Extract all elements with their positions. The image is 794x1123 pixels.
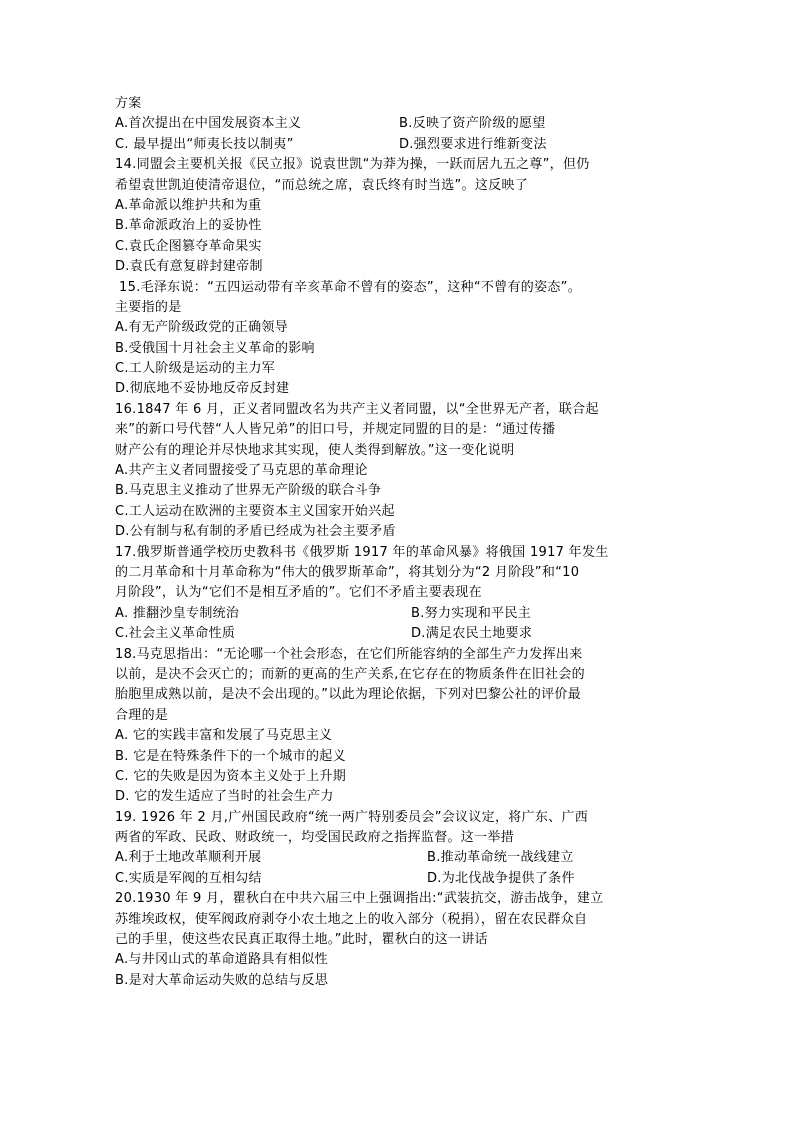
- option-d: D. 它的发生适应了当时的社会生产力: [115, 789, 334, 805]
- option-a: A. 推翻沙皇专制统治: [115, 605, 240, 621]
- option-d: D.袁氏有意复辟封建帝制: [115, 259, 263, 275]
- option-a: A.革命派以维护共和为重: [115, 197, 262, 213]
- options-row: [115, 114, 685, 134]
- option-a: A.有无产阶级政党的正确领导: [115, 320, 288, 336]
- question-14-stem: 14.同盟会主要机关报《民立报》说袁世凯“为莽为操，一跃而居九五之尊”，但仍: [115, 157, 590, 173]
- option-c: C.实质是军阀的互相勾结: [115, 870, 262, 886]
- question-15-stem: 主要指的是: [115, 299, 182, 315]
- option-b: B.马克思主义推动了世界无产阶级的联合斗争: [115, 483, 382, 499]
- option-b: B.努力实现和平民主: [411, 605, 532, 621]
- option-d: D.为北伐战争提供了条件: [427, 870, 575, 886]
- options-row: [115, 869, 685, 889]
- option-c: C.社会主义革命性质: [115, 626, 236, 642]
- question-18-stem: 18.马克思指出：“无论哪一个社会形态，在它们所能容纳的全部生产力发挥出来: [115, 646, 583, 662]
- option-d: D.满足农民土地要求: [411, 626, 533, 642]
- question-17-stem: 月阶段”，认为“它们不是相互矛盾的”。它们不矛盾主要表现在: [115, 585, 482, 601]
- question-17-stem: 17.俄罗斯普通学校历史教科书《俄罗斯 1917 年的革命风暴》将俄国 1917 年发生: [115, 544, 609, 560]
- question-20-stem: 20.1930 年 9 月，瞿秋白在中共六届三中上强调指出:“武装抗交，游击战争，建立: [115, 891, 604, 907]
- option-a: A.共产主义者同盟接受了马克思的革命理论: [115, 463, 368, 479]
- question-20-stem: 苏维埃政权，使军阀政府剥夺小农土地之上的收入部分（税捐），留在农民群众自: [115, 911, 588, 927]
- option-a: A.首次提出在中国发展资本主义: [115, 116, 302, 132]
- option-a: A.利于土地改革顺利开展: [115, 850, 262, 866]
- exam-page: [115, 94, 685, 991]
- options-row: [115, 848, 685, 868]
- question-19-stem: 19. 1926 年 2 月,广州国民政府“统一两广特别委员会”会议议定，将广东、广西: [115, 809, 589, 825]
- option-d: D.公有制与私有制的矛盾已经成为社会主要矛盾: [115, 524, 396, 540]
- question-17-stem: 的二月革命和十月革命称为“伟大的俄罗斯革命”，将其划分为“2 月阶段”和“10: [115, 564, 580, 580]
- options-row: [115, 624, 685, 644]
- question-16-stem: 来”的新口号代替“人人皆兄弟”的旧口号，并规定同盟的目的是：“通过传播: [115, 422, 556, 438]
- question-14-stem: 希望袁世凯迫使清帝退位，“而总统之席，袁氏终有时当选”。这反映了: [115, 177, 529, 193]
- option-c: C. 最早提出“师夷长技以制夷”: [115, 136, 294, 152]
- option-b: B.受俄国十月社会主义革命的影响: [115, 340, 315, 356]
- option-a: A. 它的实践丰富和发展了马克思主义: [115, 728, 333, 744]
- question-20-stem: 己的手里，使这些农民真正取得土地。”此时，瞿秋白的这一讲话: [115, 932, 488, 948]
- options-row: [115, 604, 685, 624]
- question-16-stem: 财产公有的理论并尽快地求其实现，使人类得到解放。”这一变化说明: [115, 442, 515, 458]
- question-18-stem: 合理的是: [115, 707, 169, 723]
- question-15-stem: 15.毛泽东说：“五四运动带有辛亥革命不曾有的姿态”，这种“不曾有的姿态”。: [119, 279, 582, 295]
- question-19-stem: 两省的军政、民政、财政统一，均受国民政府之指挥监督。这一举措: [115, 830, 515, 846]
- option-b: B.反映了资产阶级的愿望: [399, 116, 546, 132]
- option-d: D.彻底地不妥协地反帝反封建: [115, 381, 290, 397]
- option-c: C.工人阶级是运动的主力军: [115, 361, 276, 377]
- option-a: A.与井冈山式的革命道路具有相似性: [115, 952, 328, 968]
- option-b: B.是对大革命运动失败的总结与反思: [115, 972, 329, 988]
- options-row: [115, 135, 685, 155]
- question-16-stem: 16.1847 年 6 月，正义者同盟改名为共产主义者同盟，以“全世界无产者，联合起: [115, 401, 599, 417]
- option-c: C. 它的失败是因为资本主义处于上升期: [115, 768, 347, 784]
- option-b: B. 它是在特殊条件下的一个城市的起义: [115, 748, 346, 764]
- text-line: 方案: [115, 96, 142, 111]
- option-c: C.工人运动在欧洲的主要资本主义国家开始兴起: [115, 503, 395, 519]
- question-18-stem: 以前，是决不会灭亡的；而新的更高的生产关系,在它存在的物质条件在旧社会的: [115, 666, 585, 682]
- question-18-stem: 胎胞里成熟以前，是决不会出现的。”以此为理论依据，下列对巴黎公社的评价最: [115, 687, 582, 703]
- option-b: B.推动革命统一战线建立: [427, 850, 574, 866]
- option-c: C.袁氏企图篡夺革命果实: [115, 238, 262, 254]
- option-d: D.强烈要求进行维新变法: [399, 136, 547, 152]
- option-b: B.革命派政治上的妥协性: [115, 218, 262, 234]
